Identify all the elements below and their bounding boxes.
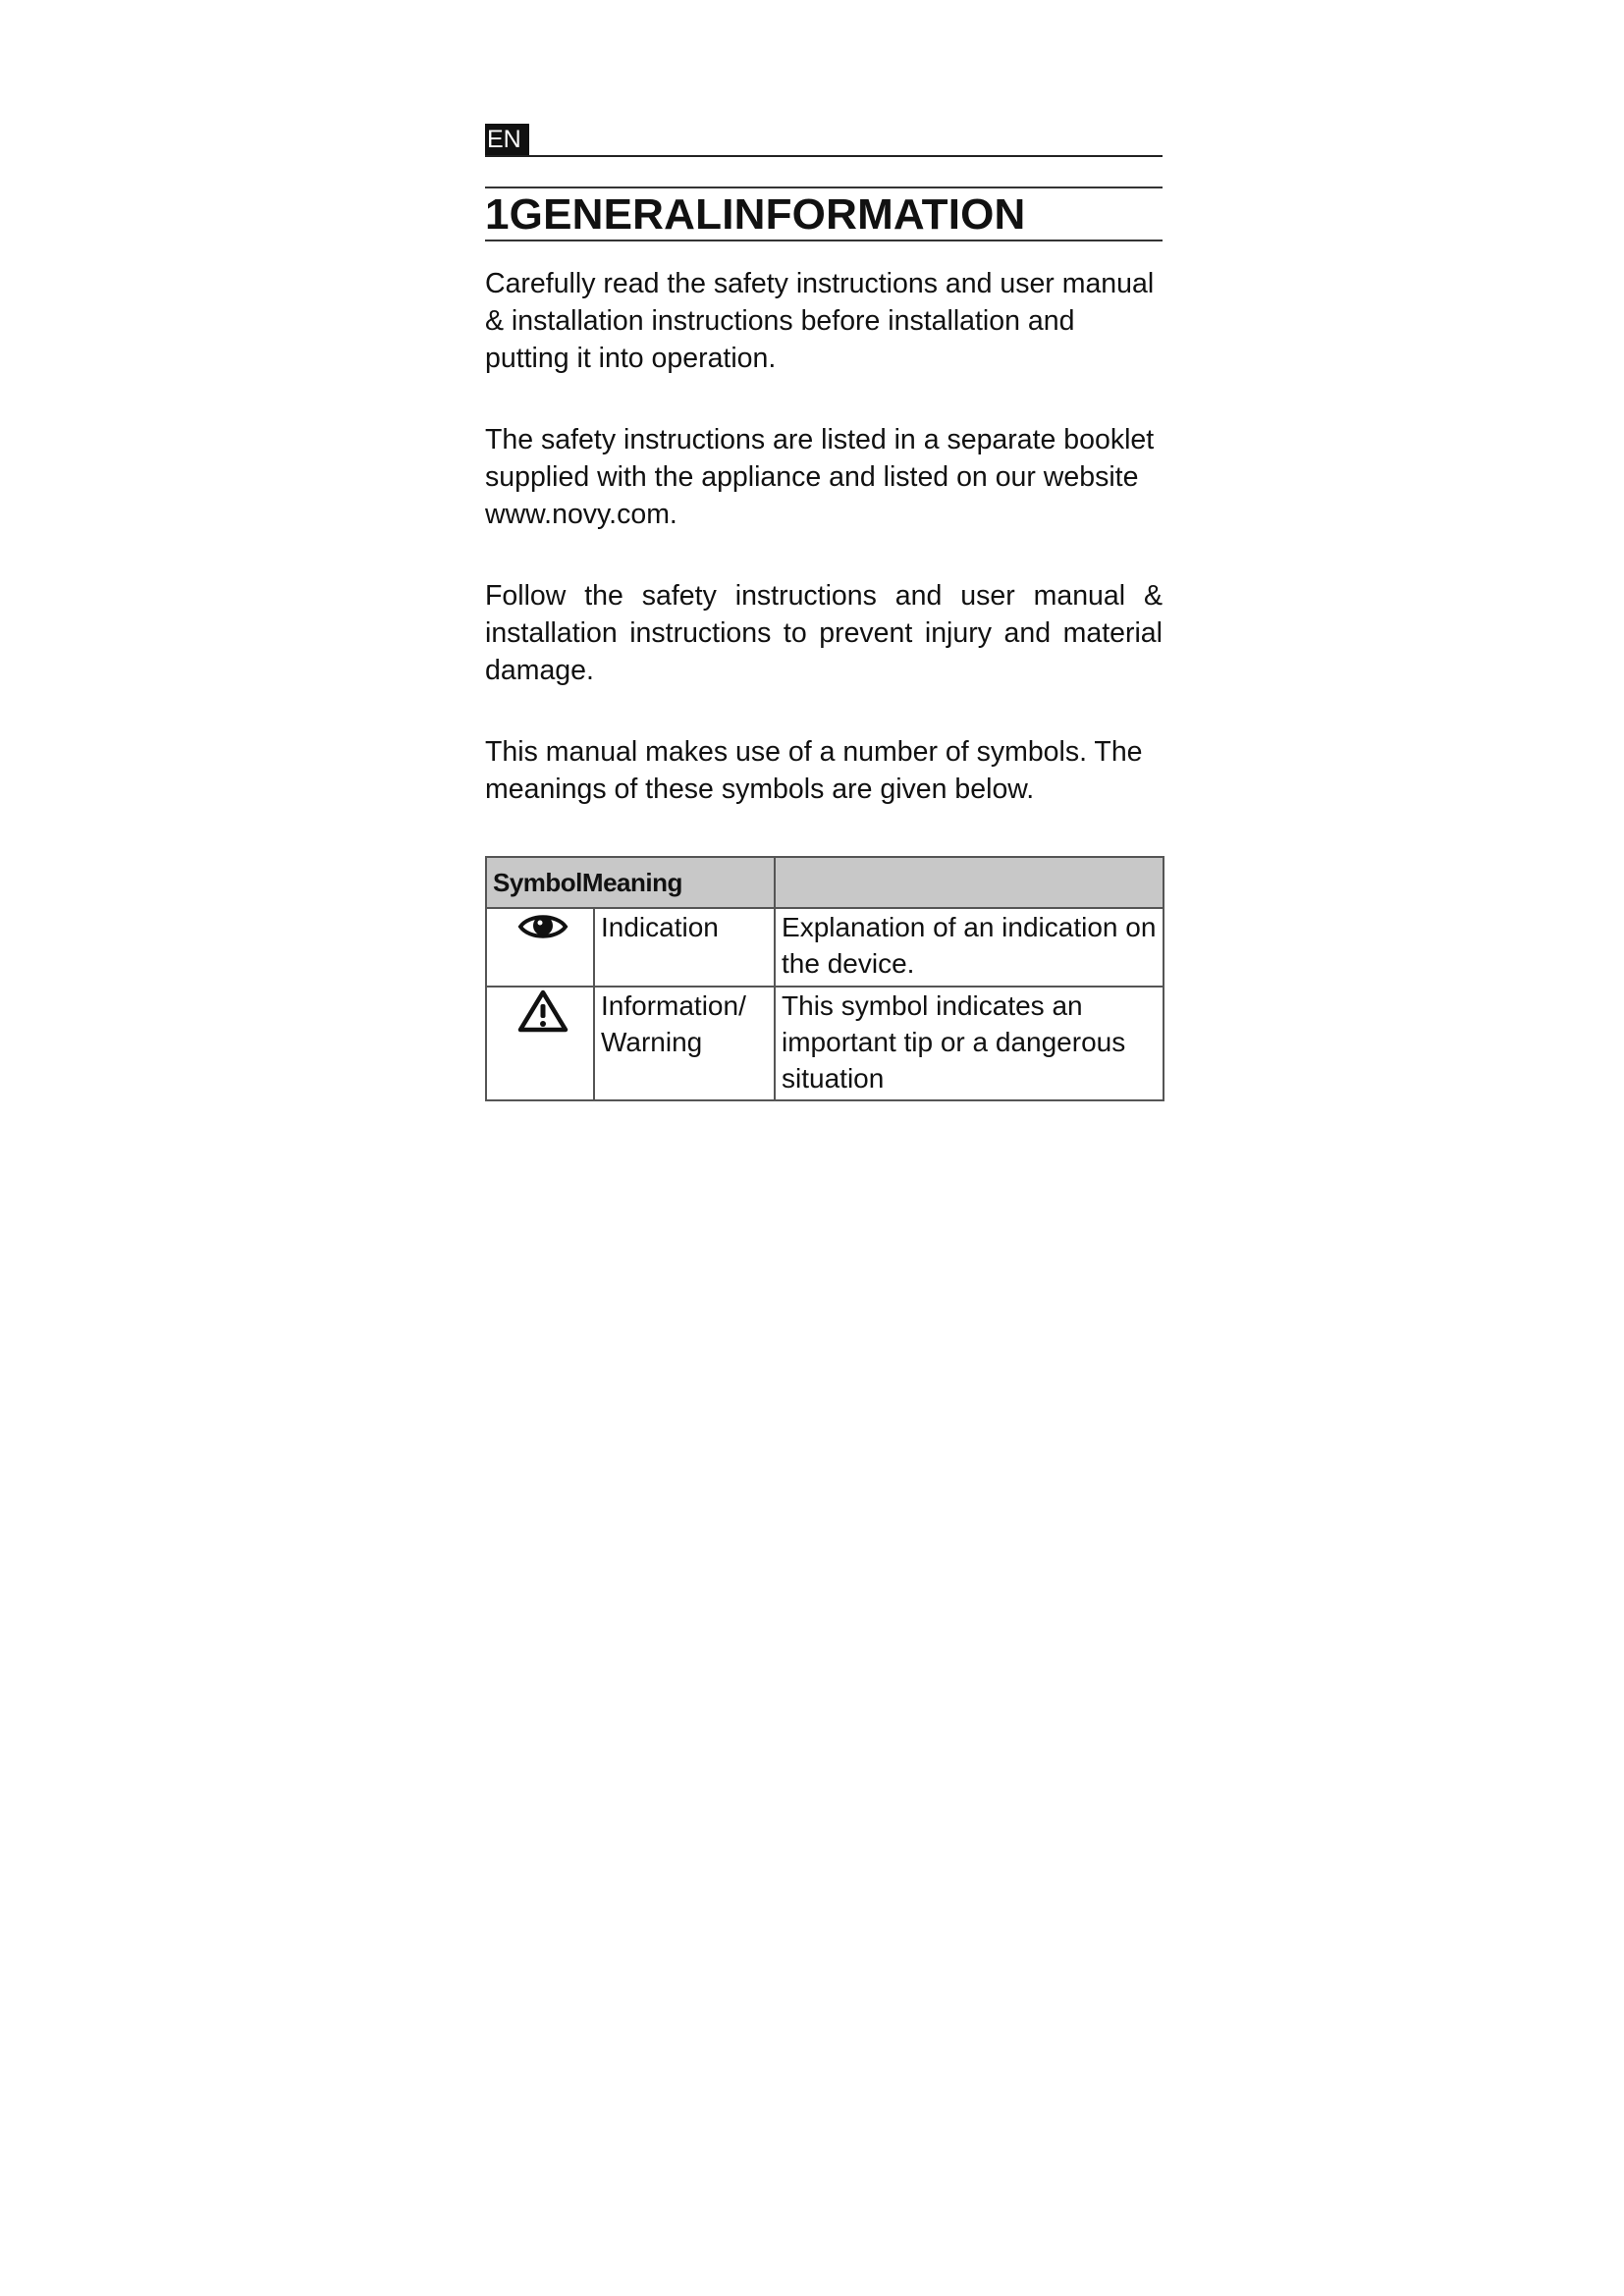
eye-icon bbox=[493, 909, 593, 944]
follow-instructions-paragraph: Follow the safety instructions and user manual & installation instructions to prevent injury and material damage. bbox=[485, 580, 1163, 686]
section-title: 1GENERALINFORMATION bbox=[485, 188, 1163, 241]
table-row bbox=[486, 908, 1164, 987]
symbol-description: This symbol indicates an important tip or a dangerous situation bbox=[775, 987, 1164, 1100]
language-badge: EN bbox=[485, 124, 529, 155]
symbol-cell bbox=[486, 908, 594, 987]
symbol-name: Indication bbox=[594, 908, 775, 987]
intro-paragraph: Carefully read the safety instructions and user manual & installation instructions before installation and putting it into operation. bbox=[485, 268, 1155, 374]
symbol-cell bbox=[486, 987, 594, 1100]
table-row bbox=[486, 987, 1164, 1100]
table-header-empty bbox=[775, 857, 1164, 908]
safety-booklet-paragraph: The safety instructions are listed in a separate booklet supplied with the appliance and listed on our website www.novy.com. bbox=[485, 424, 1155, 530]
symbol-name: Information/ Warning bbox=[594, 987, 775, 1100]
symbols-intro-paragraph: This manual makes use of a number of symbols. The meanings of these symbols are given below. bbox=[485, 736, 1143, 805]
table-header-symbol-meaning: SymbolMeaning bbox=[486, 857, 775, 908]
warning-triangle-icon bbox=[493, 988, 593, 1035]
symbols-table bbox=[485, 856, 1164, 1101]
table-header-row bbox=[486, 857, 1164, 908]
language-bar bbox=[485, 120, 1163, 157]
manual-page bbox=[485, 120, 1163, 1101]
symbol-description: Explanation of an indication on the device. bbox=[775, 908, 1164, 987]
